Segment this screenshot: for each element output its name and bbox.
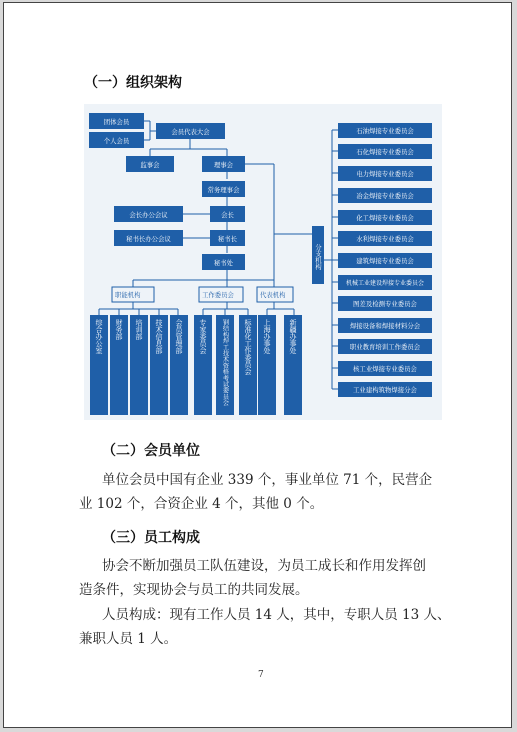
org-box-branch: 分支机构	[312, 226, 324, 284]
paragraph-line: 人员构成：现有工作人员 14 人，其中，专职人员 13 人、	[102, 607, 451, 623]
org-box-president-meeting: 会长办公会议	[114, 206, 183, 222]
document-page	[3, 2, 512, 728]
org-branch-item: 石化焊接专业委员会	[338, 144, 432, 159]
org-box-standing-council: 常务理事会	[202, 181, 245, 197]
paragraph-line: 业 102 个，合资企业 4 个，其他 0 个。	[79, 496, 324, 512]
org-box-sg-meeting: 秘书长办公会议	[114, 230, 183, 246]
org-functional-item: 财务部	[110, 315, 128, 415]
page-number: 7	[258, 670, 264, 680]
paragraph-line: 协会不断加强员工队伍建设，为员工成长和作用发挥创	[102, 558, 426, 574]
org-box-secretariat: 秘书处	[202, 254, 245, 270]
org-branch-item: 电力焊接专业委员会	[338, 166, 432, 181]
section-title-org-structure: （一）组织架构	[84, 75, 182, 91]
org-committee-item: 钢结构焊工技术资格考试委员会	[216, 315, 234, 415]
org-branch-item: 机械工业建设焊接专业委员会	[338, 275, 432, 290]
org-box-supervisors: 监事会	[126, 156, 174, 172]
org-box-congress: 会员代表大会	[156, 123, 225, 139]
section-title-staff: （三）员工构成	[102, 530, 200, 546]
org-branch-item: 焊接设备和焊接材料分会	[338, 318, 432, 333]
org-label-work-committee: 工作委员会	[202, 291, 234, 299]
org-committee-item: 标准化工作委员会	[239, 315, 257, 415]
org-chart	[84, 104, 442, 420]
org-branch-item: 核工业焊接专业委员会	[338, 361, 432, 376]
org-box-group-member: 团体会员	[89, 113, 144, 129]
org-branch-item: 化工焊接专业委员会	[338, 210, 432, 225]
org-functional-item: 培训部	[130, 315, 148, 415]
org-branch-item: 水利焊接专业委员会	[338, 231, 432, 246]
org-committee-item: 专家委员会	[194, 315, 212, 415]
org-rep-item: 上海办事处	[258, 315, 276, 415]
org-branch-item: 图差及检测专业委员会	[338, 296, 432, 311]
org-branch-item: 建筑焊接专业委员会	[338, 253, 432, 268]
section-title-member-units: （二）会员单位	[102, 443, 200, 459]
org-functional-item: 技术信息部	[150, 315, 168, 415]
org-branch-item: 冶金焊接专业委员会	[338, 188, 432, 203]
paragraph-line: 兼职人员 1 人。	[79, 631, 178, 647]
org-label-rep-office: 代表机构	[260, 291, 286, 299]
org-branch-item: 职业教育培训工作委员会	[338, 339, 432, 354]
paragraph-line: 单位会员中国有企业 339 个，事业单位 71 个，民营企	[102, 472, 433, 488]
org-branch-item: 工业建构筑物焊接分会	[338, 382, 432, 397]
paragraph-line: 造条件，实现协会与员工的共同发展。	[79, 582, 309, 598]
org-functional-item: 会员管理部	[170, 315, 188, 415]
org-functional-item: 综合办公室	[90, 315, 108, 415]
org-box-council: 理事会	[202, 156, 245, 172]
org-label-functional: 职能机构	[115, 291, 141, 299]
org-box-individual-member: 个人会员	[89, 132, 144, 148]
org-rep-item: 新疆办事处	[284, 315, 302, 415]
org-box-secretary-general: 秘书长	[210, 230, 245, 246]
org-branch-item: 石油焊接专业委员会	[338, 123, 432, 138]
org-box-president: 会长	[210, 206, 245, 222]
